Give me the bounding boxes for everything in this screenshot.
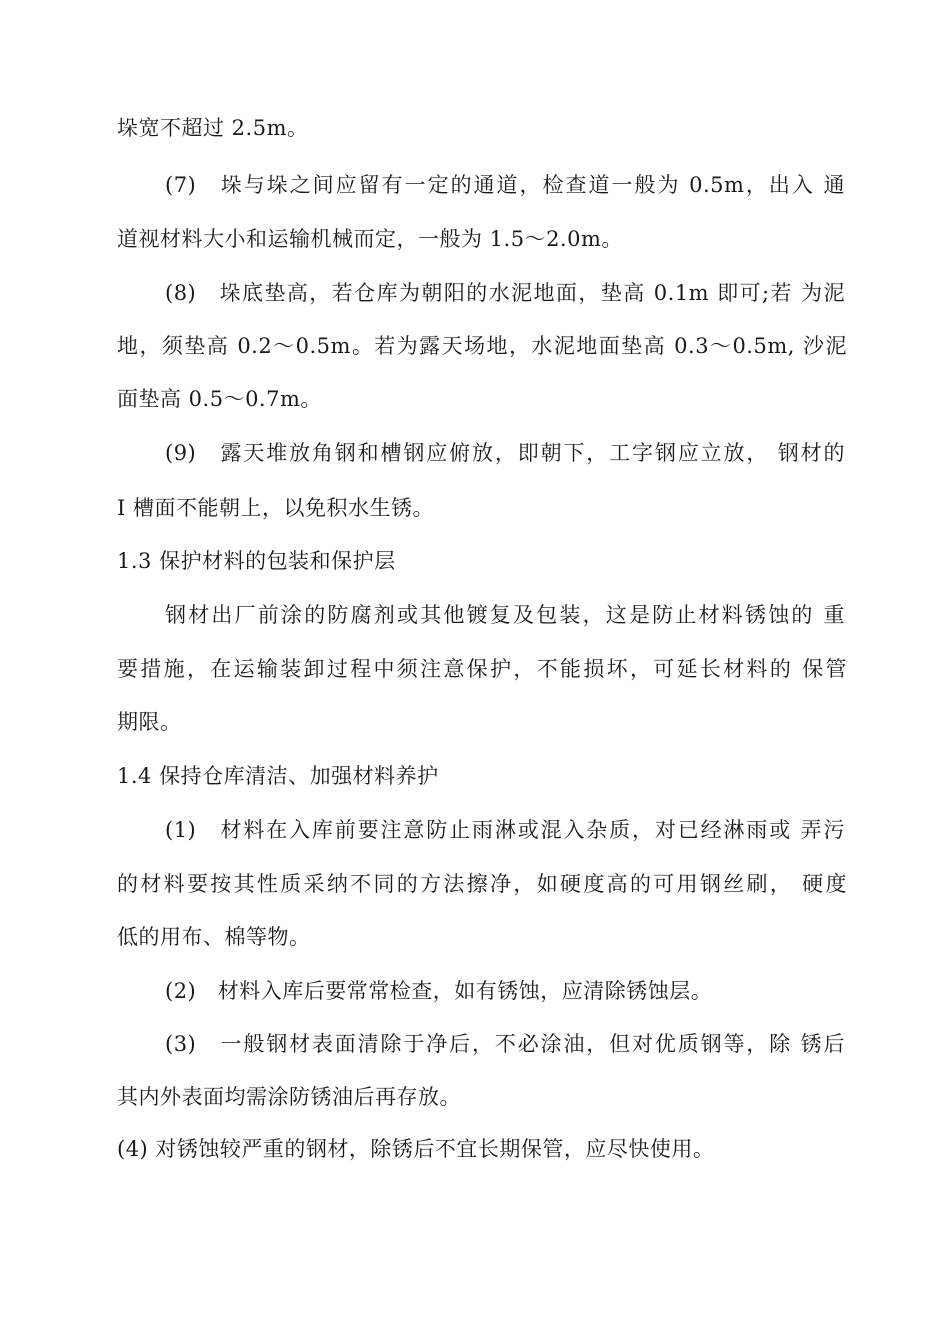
item-3-line-1: (3) 一般钢材表面清除于净后，不必涂油，但对优质钢等，除 锈后: [165, 1032, 845, 1056]
item-1-line-2: 的材料要按其性质采纳不同的方法擦净，如硬度高的可用钢丝刷， 硬度: [117, 872, 847, 896]
item-1-line-1: (1) 材料在入库前要注意防止雨淋或混入杂质，对已经淋雨或 弄污: [165, 818, 845, 842]
item-9-line-1: (9) 露天堆放角钢和槽钢应俯放，即朝下，工字钢应立放， 钢材的: [165, 441, 845, 465]
item-7-line-2: 道视材料大小和运输机械而定，一般为 1.5〜2.0m。: [117, 227, 623, 251]
item-2-line-1: (2) 材料入库后要常常检查，如有锈蚀，应清除锈蚀层。: [165, 979, 713, 1003]
item-8-line-1: (8) 垛底垫高，若仓库为朝阳的水泥地面，垫高 0.1m 即可;若 为泥: [165, 281, 845, 305]
item-7-line-1: (7) 垛与垛之间应留有一定的通道，检查道一般为 0.5m，出入 通: [165, 173, 845, 197]
para-1-3-line-3: 期限。: [117, 710, 182, 734]
item-9-line-2: I 槽面不能朝上，以免积水生锈。: [117, 496, 434, 520]
item-3-line-2: 其内外表面均需涂防锈油后再存放。: [117, 1085, 461, 1109]
section-heading-1-3: 1.3 保护材料的包装和保护层: [117, 549, 396, 573]
item-8-line-2: 地，须垫高 0.2〜0.5m。若为露天场地，水泥地面垫高 0.3〜0.5m, 沙泥: [117, 334, 847, 358]
para-1-3-line-2: 要措施，在运输装卸过程中须注意保护，不能损坏，可延长材料的 保管: [117, 657, 847, 681]
item-4-line-1: (4) 对锈蚀较严重的钢材，除锈后不宜长期保管，应尽快使用。: [117, 1137, 715, 1161]
text-line-1: 垛宽不超过 2.5m。: [117, 116, 309, 140]
para-1-3-line-1: 钢材出厂前涂的防腐剂或其他镀复及包装，这是防止材料锈蚀的 重: [165, 603, 845, 627]
section-heading-1-4: 1.4 保持仓库清洁、加强材料养护: [117, 764, 439, 788]
item-8-line-3: 面垫高 0.5〜0.7m。: [117, 387, 322, 411]
item-1-line-3: 低的用布、棉等物。: [117, 925, 311, 949]
